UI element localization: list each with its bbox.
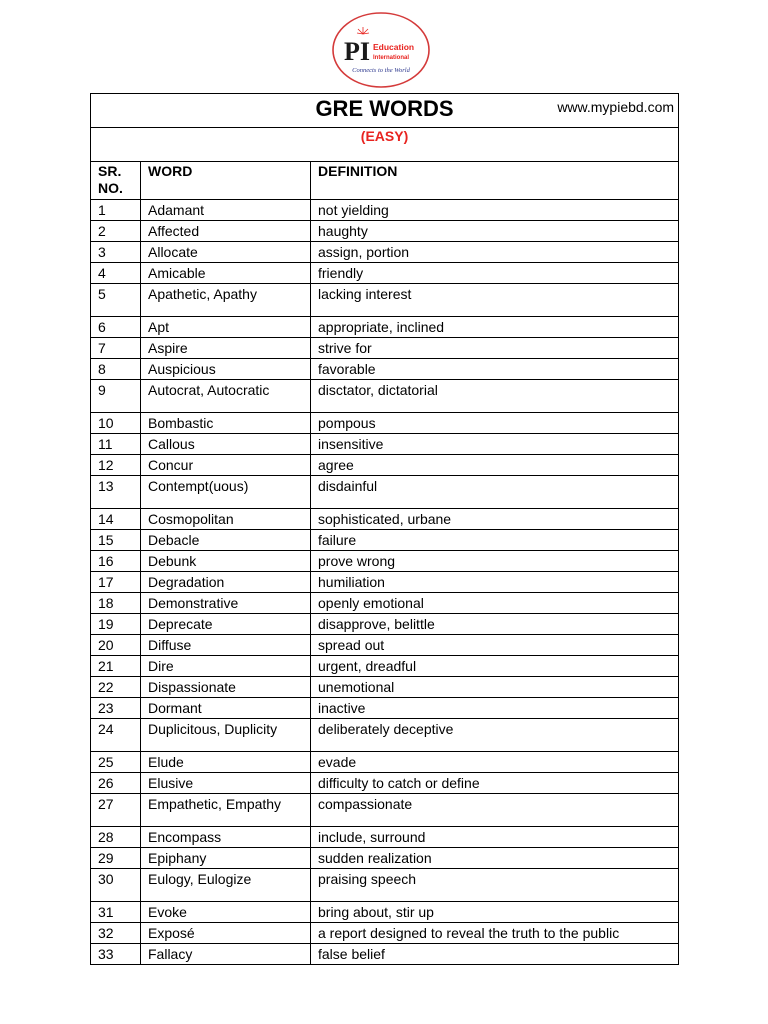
cell-word: Duplicitous, Duplicity — [141, 719, 311, 752]
cell-word: Dispassionate — [141, 677, 311, 698]
table-row — [91, 719, 679, 752]
cell-definition: failure — [311, 530, 679, 551]
cell-word: Contempt(uous) — [141, 476, 311, 509]
cell-definition: not yielding — [311, 200, 679, 221]
table-row — [91, 200, 679, 221]
cell-sr: 1 — [91, 200, 141, 221]
cell-word: Elusive — [141, 773, 311, 794]
table-row — [91, 380, 679, 413]
cell-definition: bring about, stir up — [311, 902, 679, 923]
cell-word: Adamant — [141, 200, 311, 221]
cell-word: Fallacy — [141, 944, 311, 965]
table-row — [91, 242, 679, 263]
cell-word: Evoke — [141, 902, 311, 923]
gre-words-document — [90, 93, 678, 965]
table-row — [91, 773, 679, 794]
table-row — [91, 869, 679, 902]
cell-definition: pompous — [311, 413, 679, 434]
table-row — [91, 635, 679, 656]
cell-definition: disctator, dictatorial — [311, 380, 679, 413]
cell-sr: 6 — [91, 317, 141, 338]
table-row — [91, 476, 679, 509]
cell-definition: lacking interest — [311, 284, 679, 317]
table-row — [91, 827, 679, 848]
table-row — [91, 434, 679, 455]
cell-definition: prove wrong — [311, 551, 679, 572]
brand-logo — [330, 10, 432, 90]
cell-definition: agree — [311, 455, 679, 476]
cell-definition: sudden realization — [311, 848, 679, 869]
cell-word: Aspire — [141, 338, 311, 359]
table-row — [91, 923, 679, 944]
column-header-definition: DEFINITION — [311, 162, 679, 200]
cell-word: Dormant — [141, 698, 311, 719]
table-row — [91, 317, 679, 338]
cell-sr: 30 — [91, 869, 141, 902]
cell-definition: evade — [311, 752, 679, 773]
column-header-row — [91, 162, 679, 200]
cell-sr: 5 — [91, 284, 141, 317]
table-row — [91, 338, 679, 359]
cell-definition: friendly — [311, 263, 679, 284]
cell-definition: urgent, dreadful — [311, 656, 679, 677]
logo-brand-sub-bottom: International — [373, 55, 410, 61]
cell-definition: disapprove, belittle — [311, 614, 679, 635]
cell-word: Demonstrative — [141, 593, 311, 614]
cell-word: Debunk — [141, 551, 311, 572]
word-table — [90, 93, 679, 965]
table-row — [91, 413, 679, 434]
cell-sr: 13 — [91, 476, 141, 509]
cell-sr: 15 — [91, 530, 141, 551]
cell-word: Concur — [141, 455, 311, 476]
table-row — [91, 593, 679, 614]
column-header-sr: SR. NO. — [91, 162, 141, 200]
cell-sr: 14 — [91, 509, 141, 530]
cell-word: Epiphany — [141, 848, 311, 869]
cell-definition: openly emotional — [311, 593, 679, 614]
cell-sr: 24 — [91, 719, 141, 752]
table-row — [91, 656, 679, 677]
cell-sr: 4 — [91, 263, 141, 284]
cell-word: Exposé — [141, 923, 311, 944]
table-row — [91, 551, 679, 572]
cell-sr: 27 — [91, 794, 141, 827]
table-row — [91, 677, 679, 698]
cell-sr: 3 — [91, 242, 141, 263]
difficulty-level: (EASY) — [360, 128, 409, 144]
table-row — [91, 509, 679, 530]
cell-sr: 11 — [91, 434, 141, 455]
cell-definition: haughty — [311, 221, 679, 242]
table-row — [91, 284, 679, 317]
cell-definition: humiliation — [311, 572, 679, 593]
cell-definition: disdainful — [311, 476, 679, 509]
table-row — [91, 944, 679, 965]
cell-definition: unemotional — [311, 677, 679, 698]
table-row — [91, 698, 679, 719]
cell-word: Elude — [141, 752, 311, 773]
cell-definition: difficulty to catch or define — [311, 773, 679, 794]
cell-sr: 28 — [91, 827, 141, 848]
cell-sr: 25 — [91, 752, 141, 773]
cell-word: Bombastic — [141, 413, 311, 434]
cell-sr: 12 — [91, 455, 141, 476]
cell-definition: a report designed to reveal the truth to the public — [311, 923, 679, 944]
table-row — [91, 902, 679, 923]
table-row — [91, 848, 679, 869]
cell-word: Encompass — [141, 827, 311, 848]
cell-word: Auspicious — [141, 359, 311, 380]
cell-definition: compassionate — [311, 794, 679, 827]
cell-word: Debacle — [141, 530, 311, 551]
table-row — [91, 530, 679, 551]
website-url: www.mypiebd.com — [557, 99, 675, 115]
column-header-word: WORD — [141, 162, 311, 200]
cell-sr: 17 — [91, 572, 141, 593]
cell-sr: 7 — [91, 338, 141, 359]
cell-word: Diffuse — [141, 635, 311, 656]
cell-sr: 20 — [91, 635, 141, 656]
table-row — [91, 752, 679, 773]
cell-word: Cosmopolitan — [141, 509, 311, 530]
cell-definition: include, surround — [311, 827, 679, 848]
table-row — [91, 221, 679, 242]
cell-sr: 18 — [91, 593, 141, 614]
cell-definition: assign, portion — [311, 242, 679, 263]
cell-word: Deprecate — [141, 614, 311, 635]
table-row — [91, 263, 679, 284]
cell-word: Dire — [141, 656, 311, 677]
cell-definition: spread out — [311, 635, 679, 656]
table-row — [91, 359, 679, 380]
logo-tagline: Connects to the World — [352, 67, 410, 74]
cell-definition: sophisticated, urbane — [311, 509, 679, 530]
cell-definition: deliberately deceptive — [311, 719, 679, 752]
pie-logo-icon — [330, 10, 432, 90]
level-row — [91, 128, 679, 162]
cell-word: Eulogy, Eulogize — [141, 869, 311, 902]
page-title: GRE WORDS — [315, 96, 454, 121]
cell-definition: appropriate, inclined — [311, 317, 679, 338]
cell-sr: 19 — [91, 614, 141, 635]
table-row — [91, 794, 679, 827]
cell-definition: favorable — [311, 359, 679, 380]
cell-sr: 10 — [91, 413, 141, 434]
cell-word: Empathetic, Empathy — [141, 794, 311, 827]
cell-word: Affected — [141, 221, 311, 242]
cell-sr: 23 — [91, 698, 141, 719]
logo-brand-sub-top: Education — [373, 42, 415, 52]
cell-sr: 33 — [91, 944, 141, 965]
cell-definition: insensitive — [311, 434, 679, 455]
table-row — [91, 455, 679, 476]
table-row — [91, 614, 679, 635]
cell-word: Autocrat, Autocratic — [141, 380, 311, 413]
cell-word: Amicable — [141, 263, 311, 284]
title-row — [91, 94, 679, 128]
cell-sr: 29 — [91, 848, 141, 869]
cell-sr: 21 — [91, 656, 141, 677]
cell-word: Apt — [141, 317, 311, 338]
cell-sr: 8 — [91, 359, 141, 380]
cell-definition: inactive — [311, 698, 679, 719]
table-row — [91, 572, 679, 593]
cell-definition: false belief — [311, 944, 679, 965]
cell-word: Callous — [141, 434, 311, 455]
cell-sr: 31 — [91, 902, 141, 923]
cell-sr: 2 — [91, 221, 141, 242]
cell-word: Allocate — [141, 242, 311, 263]
cell-definition: strive for — [311, 338, 679, 359]
cell-definition: praising speech — [311, 869, 679, 902]
cell-sr: 26 — [91, 773, 141, 794]
cell-sr: 32 — [91, 923, 141, 944]
cell-sr: 22 — [91, 677, 141, 698]
cell-word: Apathetic, Apathy — [141, 284, 311, 317]
cell-sr: 9 — [91, 380, 141, 413]
cell-sr: 16 — [91, 551, 141, 572]
logo-brand-main: PI — [344, 37, 370, 66]
cell-word: Degradation — [141, 572, 311, 593]
